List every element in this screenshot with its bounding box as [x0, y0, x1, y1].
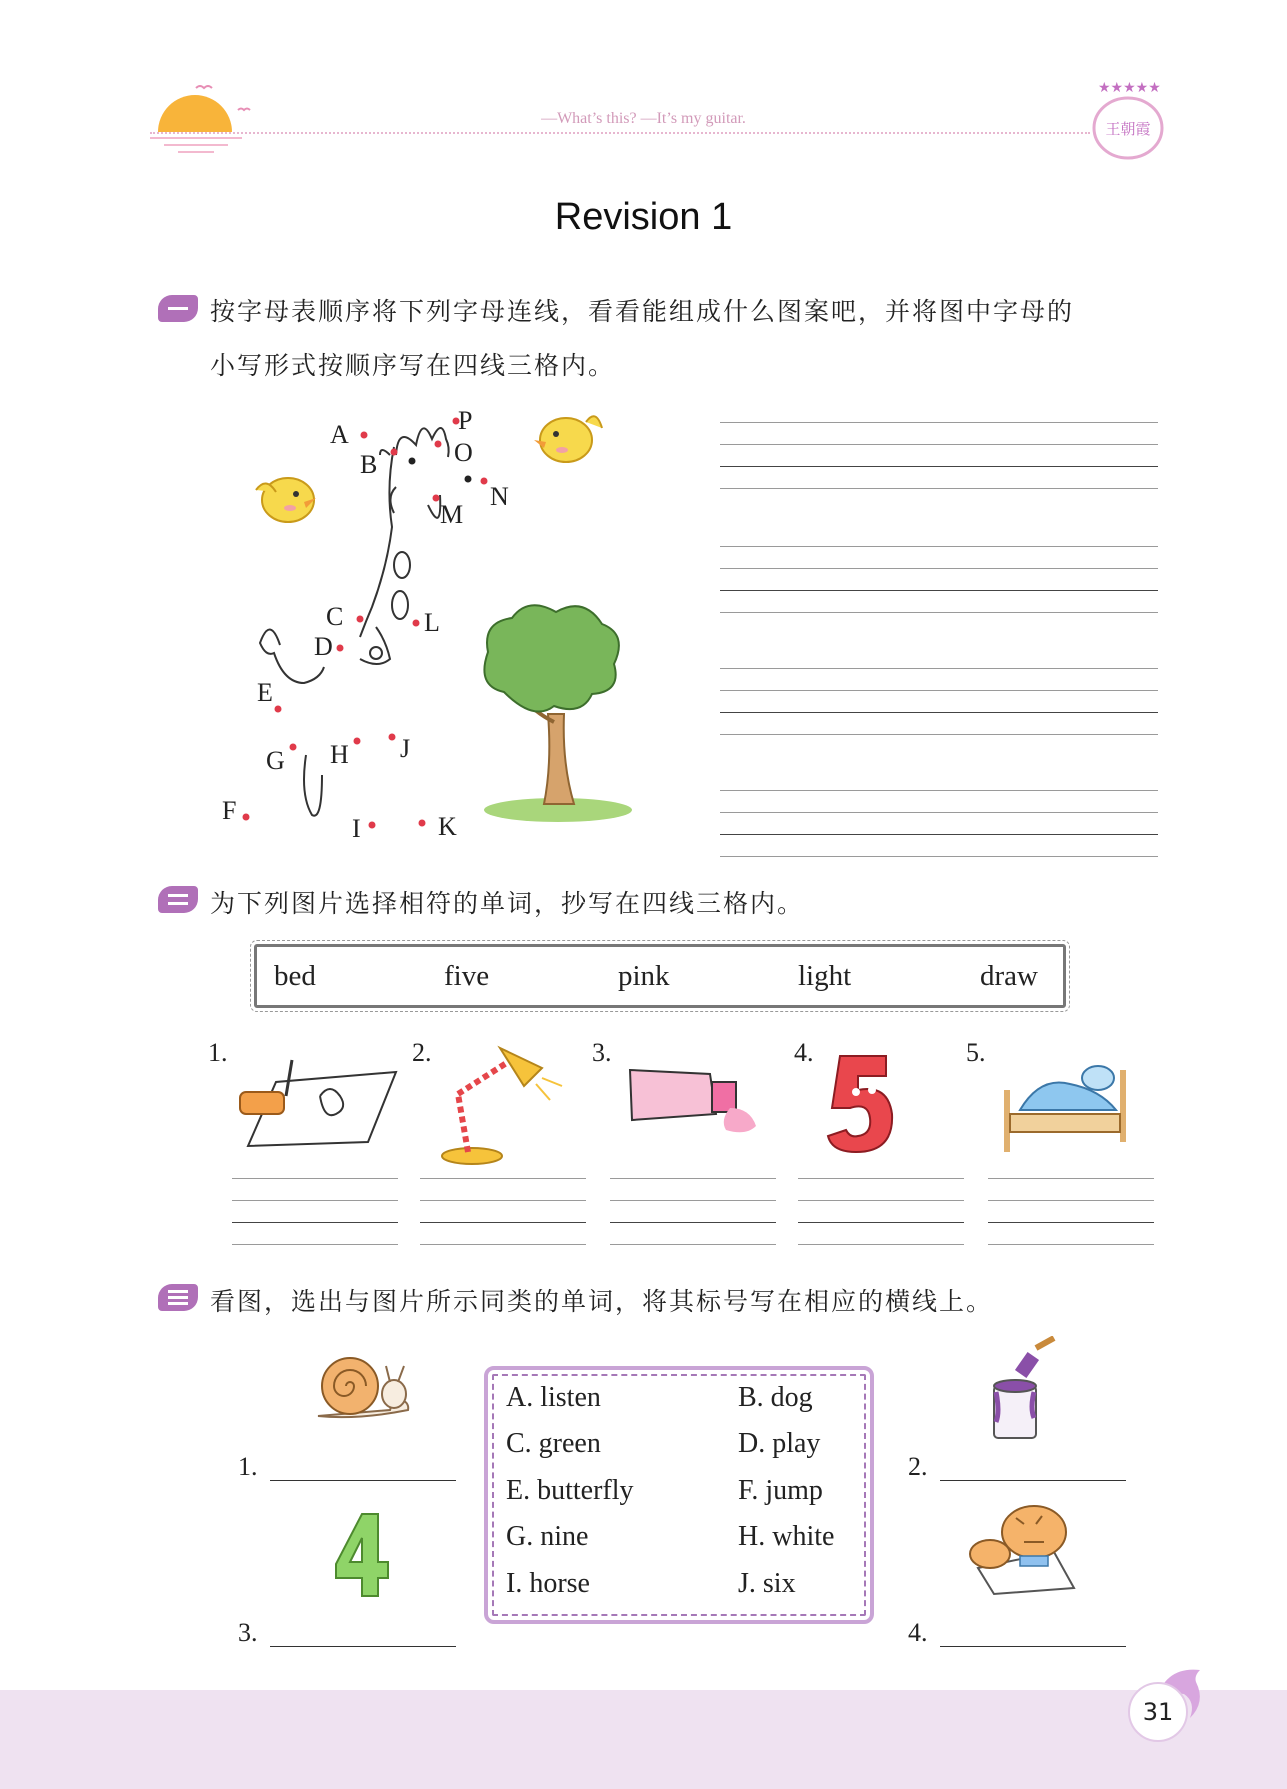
- pink-paint-tube-picture: [620, 1062, 770, 1142]
- word-grid-3[interactable]: [610, 1178, 776, 1244]
- section2-badge: [158, 886, 198, 913]
- dot-letter-a: A: [330, 420, 349, 449]
- dot-letter-n: N: [490, 482, 509, 511]
- page-number: 31: [1128, 1682, 1188, 1742]
- drawing-picture: [236, 1056, 400, 1156]
- dot-letter-j: J: [400, 734, 411, 763]
- item2-number-4: 4.: [794, 1038, 814, 1067]
- tiger-writing-picture: [964, 1498, 1094, 1596]
- dot-letter-e: E: [257, 678, 273, 707]
- brand-badge: [1088, 78, 1168, 162]
- answer3-number-1: 1.: [238, 1452, 258, 1481]
- dot-letter-i: I: [352, 814, 361, 843]
- answer-line-3[interactable]: [270, 1646, 456, 1647]
- header-divider: [150, 132, 1090, 134]
- item2-number-5: 5.: [966, 1038, 986, 1067]
- answer-line-1[interactable]: [270, 1480, 456, 1481]
- section3-instruction: 看图，选出与图片所示同类的单词，将其标号写在相应的横线上。: [210, 1287, 994, 1316]
- option-g: G. nine: [506, 1521, 589, 1552]
- dot-letter-o: O: [454, 438, 473, 467]
- dot-letter-g: G: [266, 746, 285, 775]
- bird-left-illustration: [250, 462, 326, 530]
- number-five-picture: [826, 1052, 896, 1156]
- answer3-number-3: 3.: [238, 1618, 258, 1647]
- bed-picture: [994, 1050, 1138, 1154]
- header-dialogue: —What’s this? —It’s my guitar.: [541, 110, 746, 127]
- word-grid-2[interactable]: [420, 1178, 586, 1244]
- answer3-number-2: 2.: [908, 1452, 928, 1481]
- word-light: light: [798, 960, 852, 992]
- brand-name: 王朝霞: [1105, 120, 1151, 138]
- snail-picture: [314, 1348, 414, 1424]
- item2-number-3: 3.: [592, 1038, 612, 1067]
- word-five: five: [444, 960, 490, 992]
- option-e: E. butterfly: [506, 1475, 634, 1506]
- word-draw: draw: [980, 960, 1038, 992]
- bird-right-illustration: [526, 402, 606, 470]
- svg-text:★★★★★: ★★★★★: [1098, 80, 1161, 96]
- purple-paint-picture: [982, 1336, 1062, 1446]
- section2-instruction: 为下列图片选择相符的单词，抄写在四线三格内。: [210, 889, 805, 918]
- writing-grid-3[interactable]: [720, 668, 1158, 734]
- dot-letter-d: D: [314, 632, 333, 661]
- word-grid-5[interactable]: [988, 1178, 1154, 1244]
- item2-number-2: 2.: [412, 1038, 432, 1067]
- option-d: D. play: [738, 1428, 821, 1459]
- section1-badge: [158, 295, 198, 322]
- writing-grid-2[interactable]: [720, 546, 1158, 612]
- tree-illustration: [474, 604, 640, 824]
- dot-letter-c: C: [326, 602, 344, 631]
- word-grid-1[interactable]: [232, 1178, 398, 1244]
- section3-badge: [158, 1284, 198, 1311]
- word-grid-4[interactable]: [798, 1178, 964, 1244]
- option-f: F. jump: [738, 1475, 823, 1506]
- dot-letter-f: F: [222, 796, 237, 825]
- writing-grid-1[interactable]: [720, 422, 1158, 488]
- section1-instruction-line2: 小写形式按顺序写在四线三格内。: [210, 351, 616, 380]
- dot-letter-k: K: [438, 812, 457, 841]
- option-h: H. white: [738, 1521, 835, 1552]
- item2-number-1: 1.: [208, 1038, 228, 1067]
- answer-line-2[interactable]: [940, 1480, 1126, 1481]
- lamp-picture: [438, 1040, 568, 1168]
- word-pink: pink: [618, 960, 670, 992]
- dot-letter-b: B: [360, 450, 378, 479]
- answer3-number-4: 4.: [908, 1618, 928, 1647]
- option-j: J. six: [738, 1568, 796, 1599]
- green-number-four-picture: [334, 1510, 390, 1600]
- dot-letter-m: M: [440, 500, 464, 529]
- option-c: C. green: [506, 1428, 601, 1459]
- word-bed: bed: [274, 960, 316, 992]
- section1-instruction-line1: 按字母表顺序将下列字母连线，看看能组成什么图案吧，并将图中字母的: [210, 297, 1075, 326]
- page-title: Revision 1: [554, 196, 733, 238]
- dot-letter-h: H: [330, 740, 349, 769]
- option-a: A. listen: [506, 1382, 601, 1413]
- writing-grid-4[interactable]: [720, 790, 1158, 856]
- option-b: B. dog: [738, 1382, 813, 1413]
- option-i: I. horse: [506, 1568, 590, 1599]
- footer-band: [0, 1690, 1287, 1789]
- answer-line-4[interactable]: [940, 1646, 1126, 1647]
- dot-letter-p: P: [458, 406, 473, 435]
- dot-letter-l: L: [424, 608, 440, 637]
